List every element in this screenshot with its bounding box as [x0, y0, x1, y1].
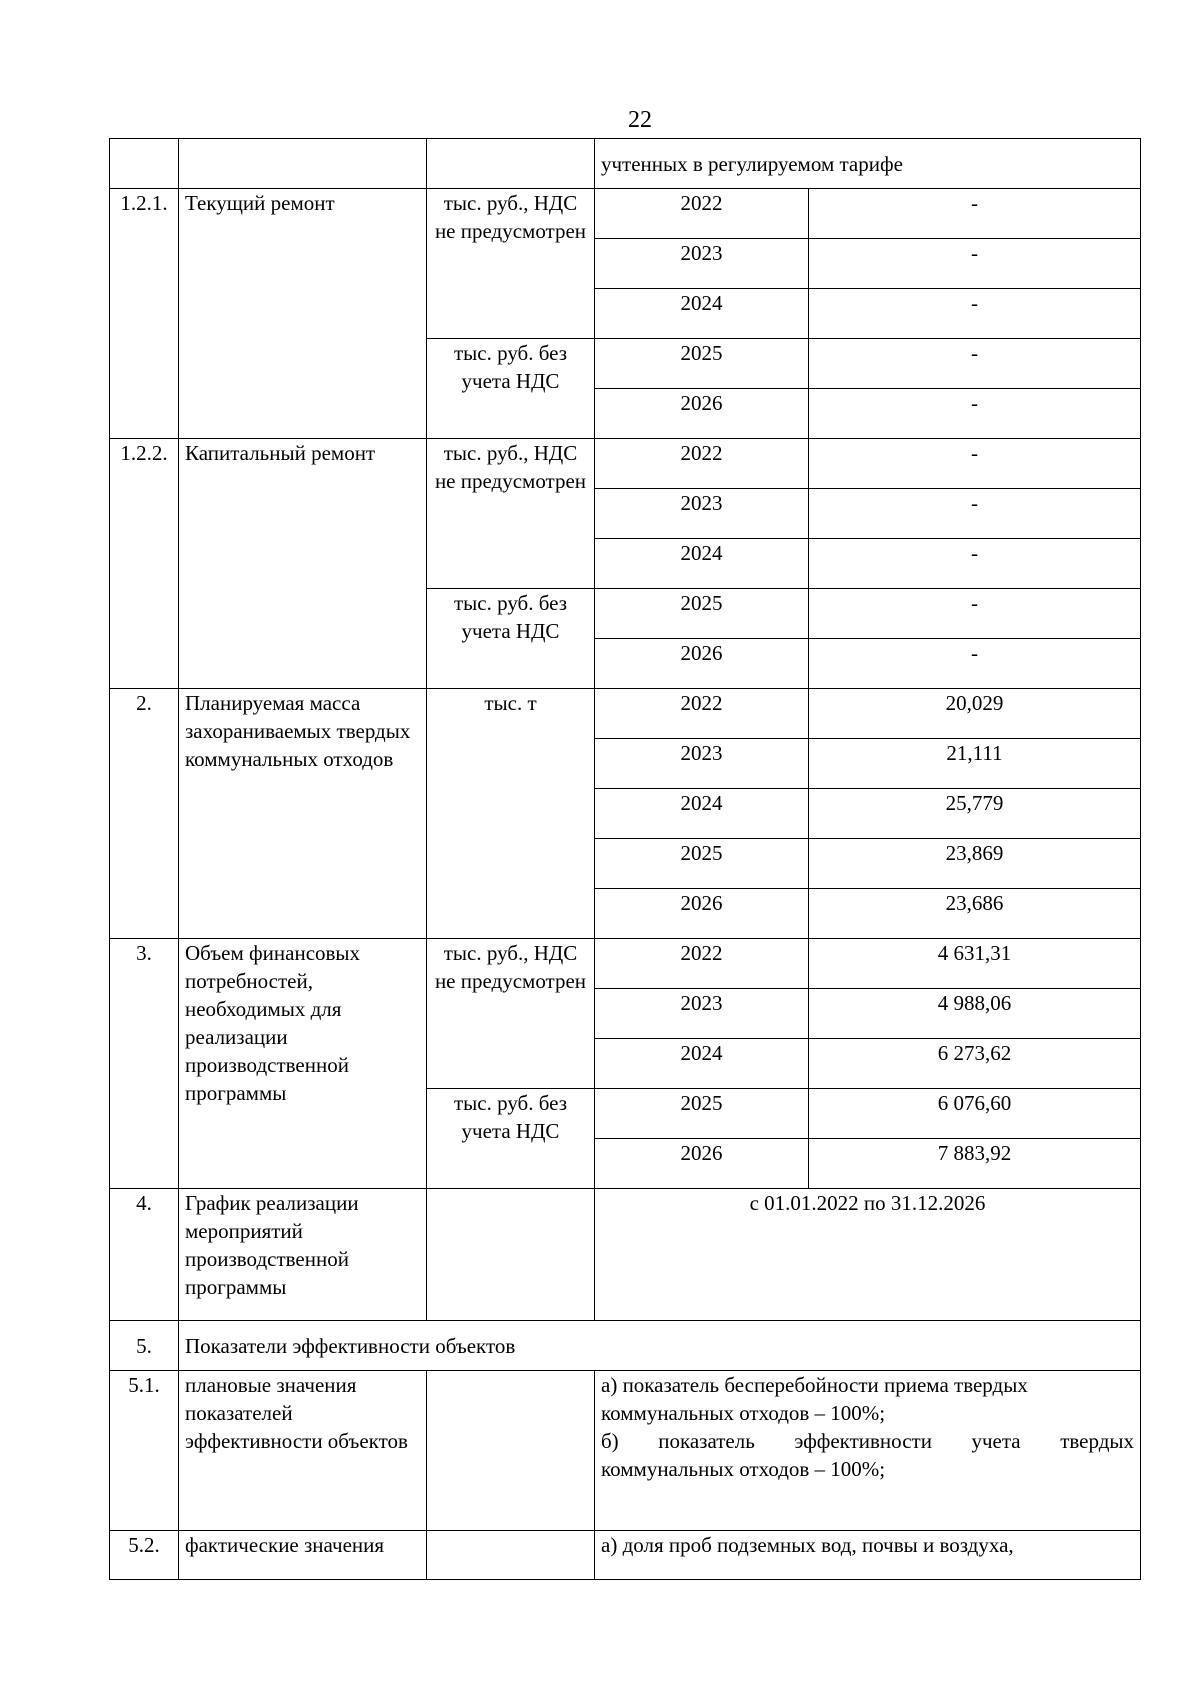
row-unit: тыс. руб., НДС не предусмотрен	[427, 439, 595, 589]
year-cell: 2022	[595, 689, 809, 739]
row-number: 1.2.2.	[110, 439, 179, 689]
table-row	[110, 939, 1141, 989]
row-name: Капитальный ремонт	[179, 439, 427, 689]
value-cell: -	[809, 239, 1141, 289]
row-name: фактические значения	[179, 1531, 427, 1580]
production-program-table	[109, 138, 1141, 1580]
row-name: Текущий ремонт	[179, 189, 427, 439]
year-cell: 2025	[595, 589, 809, 639]
table-row	[110, 1531, 1141, 1580]
row-number: 4.	[110, 1189, 179, 1321]
year-cell: 2025	[595, 339, 809, 389]
year-cell: 2022	[595, 939, 809, 989]
section-title: Показатели эффективности объектов	[179, 1321, 1141, 1371]
row-unit: тыс. руб., НДС не предусмотрен	[427, 189, 595, 339]
value-cell: 23,686	[809, 889, 1141, 939]
value-cell: -	[809, 639, 1141, 689]
row-number: 1.2.1.	[110, 189, 179, 439]
year-cell: 2024	[595, 539, 809, 589]
row-number: 5.1.	[110, 1371, 179, 1531]
table-cell	[179, 139, 427, 189]
value-cell: -	[809, 339, 1141, 389]
year-cell: 2023	[595, 489, 809, 539]
row-name: Планируемая масса захораниваемых твердых коммунальных отходов	[179, 689, 427, 939]
indicator-text: а) доля проб подземных вод, почвы и воздуха,	[595, 1531, 1141, 1580]
schedule-value: с 01.01.2022 по 31.12.2026	[595, 1189, 1141, 1321]
year-cell: 2026	[595, 639, 809, 689]
indicator-a: а) показатель бесперебойности приема твердых коммунальных отходов – 100%;	[601, 1373, 1028, 1425]
table-row	[110, 689, 1141, 739]
row-number: 5.2.	[110, 1531, 179, 1580]
indicator-text	[595, 1371, 1141, 1531]
value-cell: 4 988,06	[809, 989, 1141, 1039]
year-cell: 2022	[595, 189, 809, 239]
value-cell: -	[809, 589, 1141, 639]
indicator-b-line1: б) показатель эффективности учета твердых	[601, 1429, 1134, 1453]
value-cell: 6 076,60	[809, 1089, 1141, 1139]
value-cell: 23,869	[809, 839, 1141, 889]
year-cell: 2023	[595, 739, 809, 789]
row-unit: тыс. руб. без учета НДС	[427, 1089, 595, 1189]
value-cell: -	[809, 189, 1141, 239]
table-cell	[427, 1371, 595, 1531]
year-cell: 2026	[595, 1139, 809, 1189]
row-number: 5.	[110, 1321, 179, 1371]
year-cell: 2023	[595, 989, 809, 1039]
row-unit: тыс. руб. без учета НДС	[427, 339, 595, 439]
year-cell: 2024	[595, 289, 809, 339]
value-cell: -	[809, 389, 1141, 439]
row-name: плановые значения показателей эффективности объектов	[179, 1371, 427, 1531]
value-cell: -	[809, 439, 1141, 489]
value-cell: 21,111	[809, 739, 1141, 789]
value-cell: -	[809, 289, 1141, 339]
table-row	[110, 439, 1141, 489]
continuation-text: учтенных в регулируемом тарифе	[595, 139, 1141, 189]
page-number: 22	[628, 107, 652, 133]
table-cell	[427, 1531, 595, 1580]
row-unit: тыс. руб., НДС не предусмотрен	[427, 939, 595, 1089]
year-cell: 2024	[595, 789, 809, 839]
year-cell: 2022	[595, 439, 809, 489]
row-name: График реализации мероприятий производственной программы	[179, 1189, 427, 1321]
value-cell: 7 883,92	[809, 1139, 1141, 1189]
value-cell: -	[809, 489, 1141, 539]
table-cell	[427, 1189, 595, 1321]
value-cell: 6 273,62	[809, 1039, 1141, 1089]
year-cell: 2026	[595, 889, 809, 939]
table-cell	[427, 139, 595, 189]
table-cell	[110, 139, 179, 189]
table-row	[110, 1371, 1141, 1531]
year-cell: 2025	[595, 1089, 809, 1139]
year-cell: 2026	[595, 389, 809, 439]
value-cell: 25,779	[809, 789, 1141, 839]
indicator-b-line2: коммунальных отходов – 100%;	[601, 1457, 886, 1481]
row-number: 2.	[110, 689, 179, 939]
table-row	[110, 1189, 1141, 1321]
table-row	[110, 1321, 1141, 1371]
year-cell: 2024	[595, 1039, 809, 1089]
table-row	[110, 139, 1141, 189]
row-unit: тыс. т	[427, 689, 595, 939]
table-row	[110, 189, 1141, 239]
value-cell: 4 631,31	[809, 939, 1141, 989]
value-cell: -	[809, 539, 1141, 589]
row-number: 3.	[110, 939, 179, 1189]
row-unit: тыс. руб. без учета НДС	[427, 589, 595, 689]
year-cell: 2023	[595, 239, 809, 289]
value-cell: 20,029	[809, 689, 1141, 739]
year-cell: 2025	[595, 839, 809, 889]
row-name: Объем финансовых потребностей, необходимых для реализации производственной программы	[179, 939, 427, 1189]
